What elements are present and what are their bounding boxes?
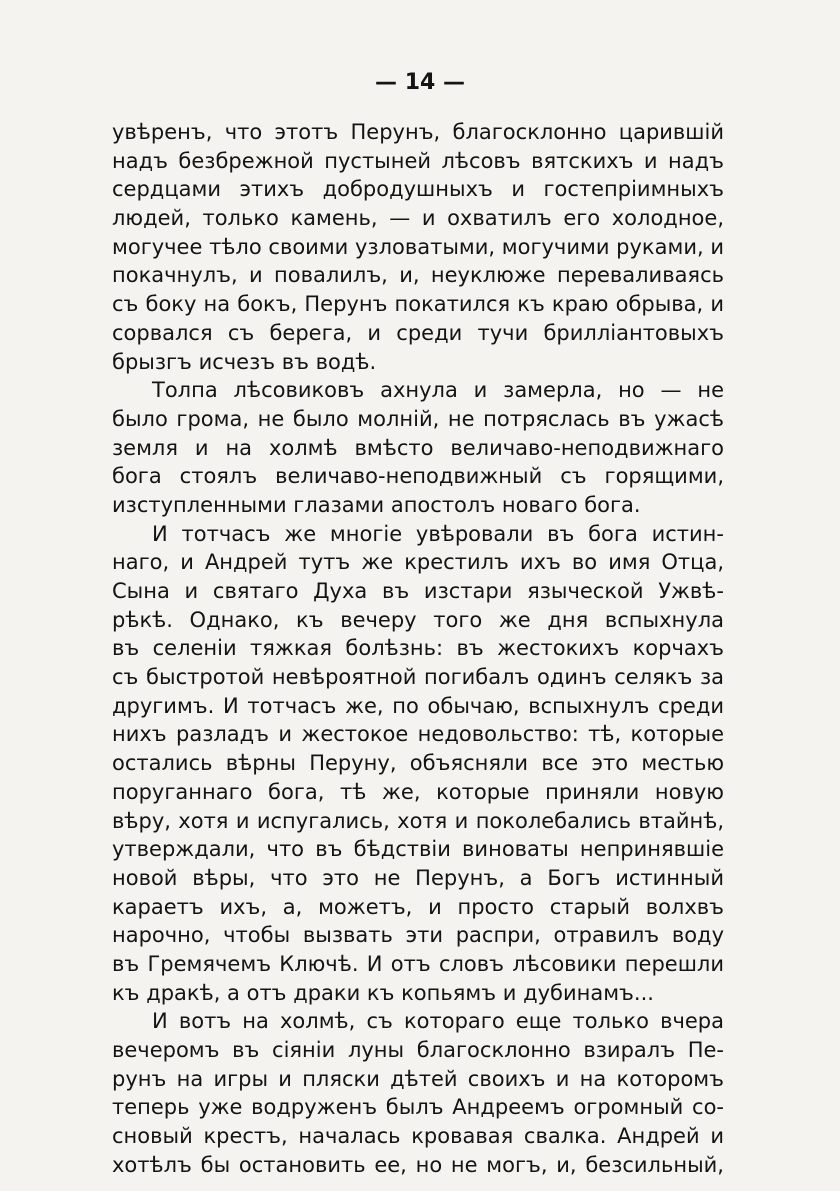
text-line: надъ безбрежной пустыней лѣсовъ вятскихъ и надъ [112,148,724,173]
text-line: брызгъ исчезъ въ водѣ. [112,349,377,374]
text-line: теперь уже водруженъ былъ Андреемъ огромный со- [112,1095,724,1120]
text-line: съ боку на бокъ, Перунъ покатился къ краю обрыва, и [112,292,724,317]
text-line: въ селеніи тяжкая болѣзнь: въ жестокихъ корчахъ [112,636,724,661]
text-line: бога стоялъ величаво-неподвижный съ горящими, [112,464,724,489]
page-number: — 14 — [375,70,465,95]
text-line: земля и на холмѣ вмѣсто величаво-неподвижнаго [112,435,724,460]
text-line: новой вѣры, что это не Перунъ, а Богъ истинный [112,865,724,890]
text-line: вечеромъ въ сіяніи луны благосклонно взиралъ Пе- [112,1038,724,1062]
text-line: рунъ на игры и пляски дѣтей своихъ и на которомъ [112,1066,724,1091]
text-line: рѣкѣ. Однако, къ вечеру того же дня вспыхнула [112,607,724,632]
text-line: людей, только камень, — и охватилъ его холодное, [112,206,724,231]
text-line: увѣренъ, что этотъ Перунъ, благосклонно царившій [112,120,724,144]
text-line: Толпа лѣсовиковъ ахнула и замерла, но — не [152,378,724,403]
text-line: нихъ разладъ и жестокое недовольство: тѣ, которые [112,722,724,747]
body-text [112,118,724,1179]
text-line: было грома, не было молній, не потряслась въ ужасѣ [112,406,724,431]
text-line: въ Гремячемъ Ключѣ. И отъ словъ лѣсовики перешли [112,951,724,976]
text-line: хотѣлъ бы остановить ее, но не могъ, и, безсильный, [112,1152,724,1177]
text-line: могучее тѣло своими узловатыми, могучими руками, и [112,234,724,259]
text-line: къ дракѣ, а отъ драки къ копьямъ и дубинамъ... [112,980,654,1005]
text-line: наго, и Андрей тутъ же крестилъ ихъ во имя Отца, [112,550,724,575]
text-line: изступленными глазами апостолъ новаго бога. [112,492,641,517]
text-line: остались вѣрны Перуну, объясняли все это местью [112,751,724,776]
text-line: нарочно, чтобы вызвать эти распри, отравилъ воду [112,923,724,948]
text-line: И тотчасъ же многіе увѣровали въ бога истин- [152,521,724,546]
text-line: покачнулъ, и повалилъ, и, неуклюже переваливаясь [112,263,724,288]
text-line: Сына и святаго Духа въ изстари языческой Ужвѣ- [112,579,724,603]
text-line: сновый крестъ, началась кровавая свалка. Андрей и [112,1124,724,1149]
text-line: утверждали, что въ бѣдствіи виноваты непринявшіе [112,837,724,862]
text-line: поруганнаго бога, тѣ же, которые приняли новую [112,779,724,804]
text-line: другимъ. И тотчасъ же, по обычаю, вспыхнулъ среди [112,693,724,718]
text-line: караетъ ихъ, а, можетъ, и просто старый волхвъ [112,894,724,919]
text-line: сердцами этихъ добродушныхъ и гостепріимныхъ [112,177,724,202]
text-line: И вотъ на холмѣ, съ котораго еще только вчера [152,1009,724,1034]
text-line: вѣру, хотя и испугались, хотя и поколебались втайнѣ, [112,808,724,833]
text-line: сорвался съ берега, и среди тучи бриллiантовыхъ [112,320,724,345]
text-line: съ быстротой невѣроятной погибалъ одинъ селякъ за [112,665,724,690]
